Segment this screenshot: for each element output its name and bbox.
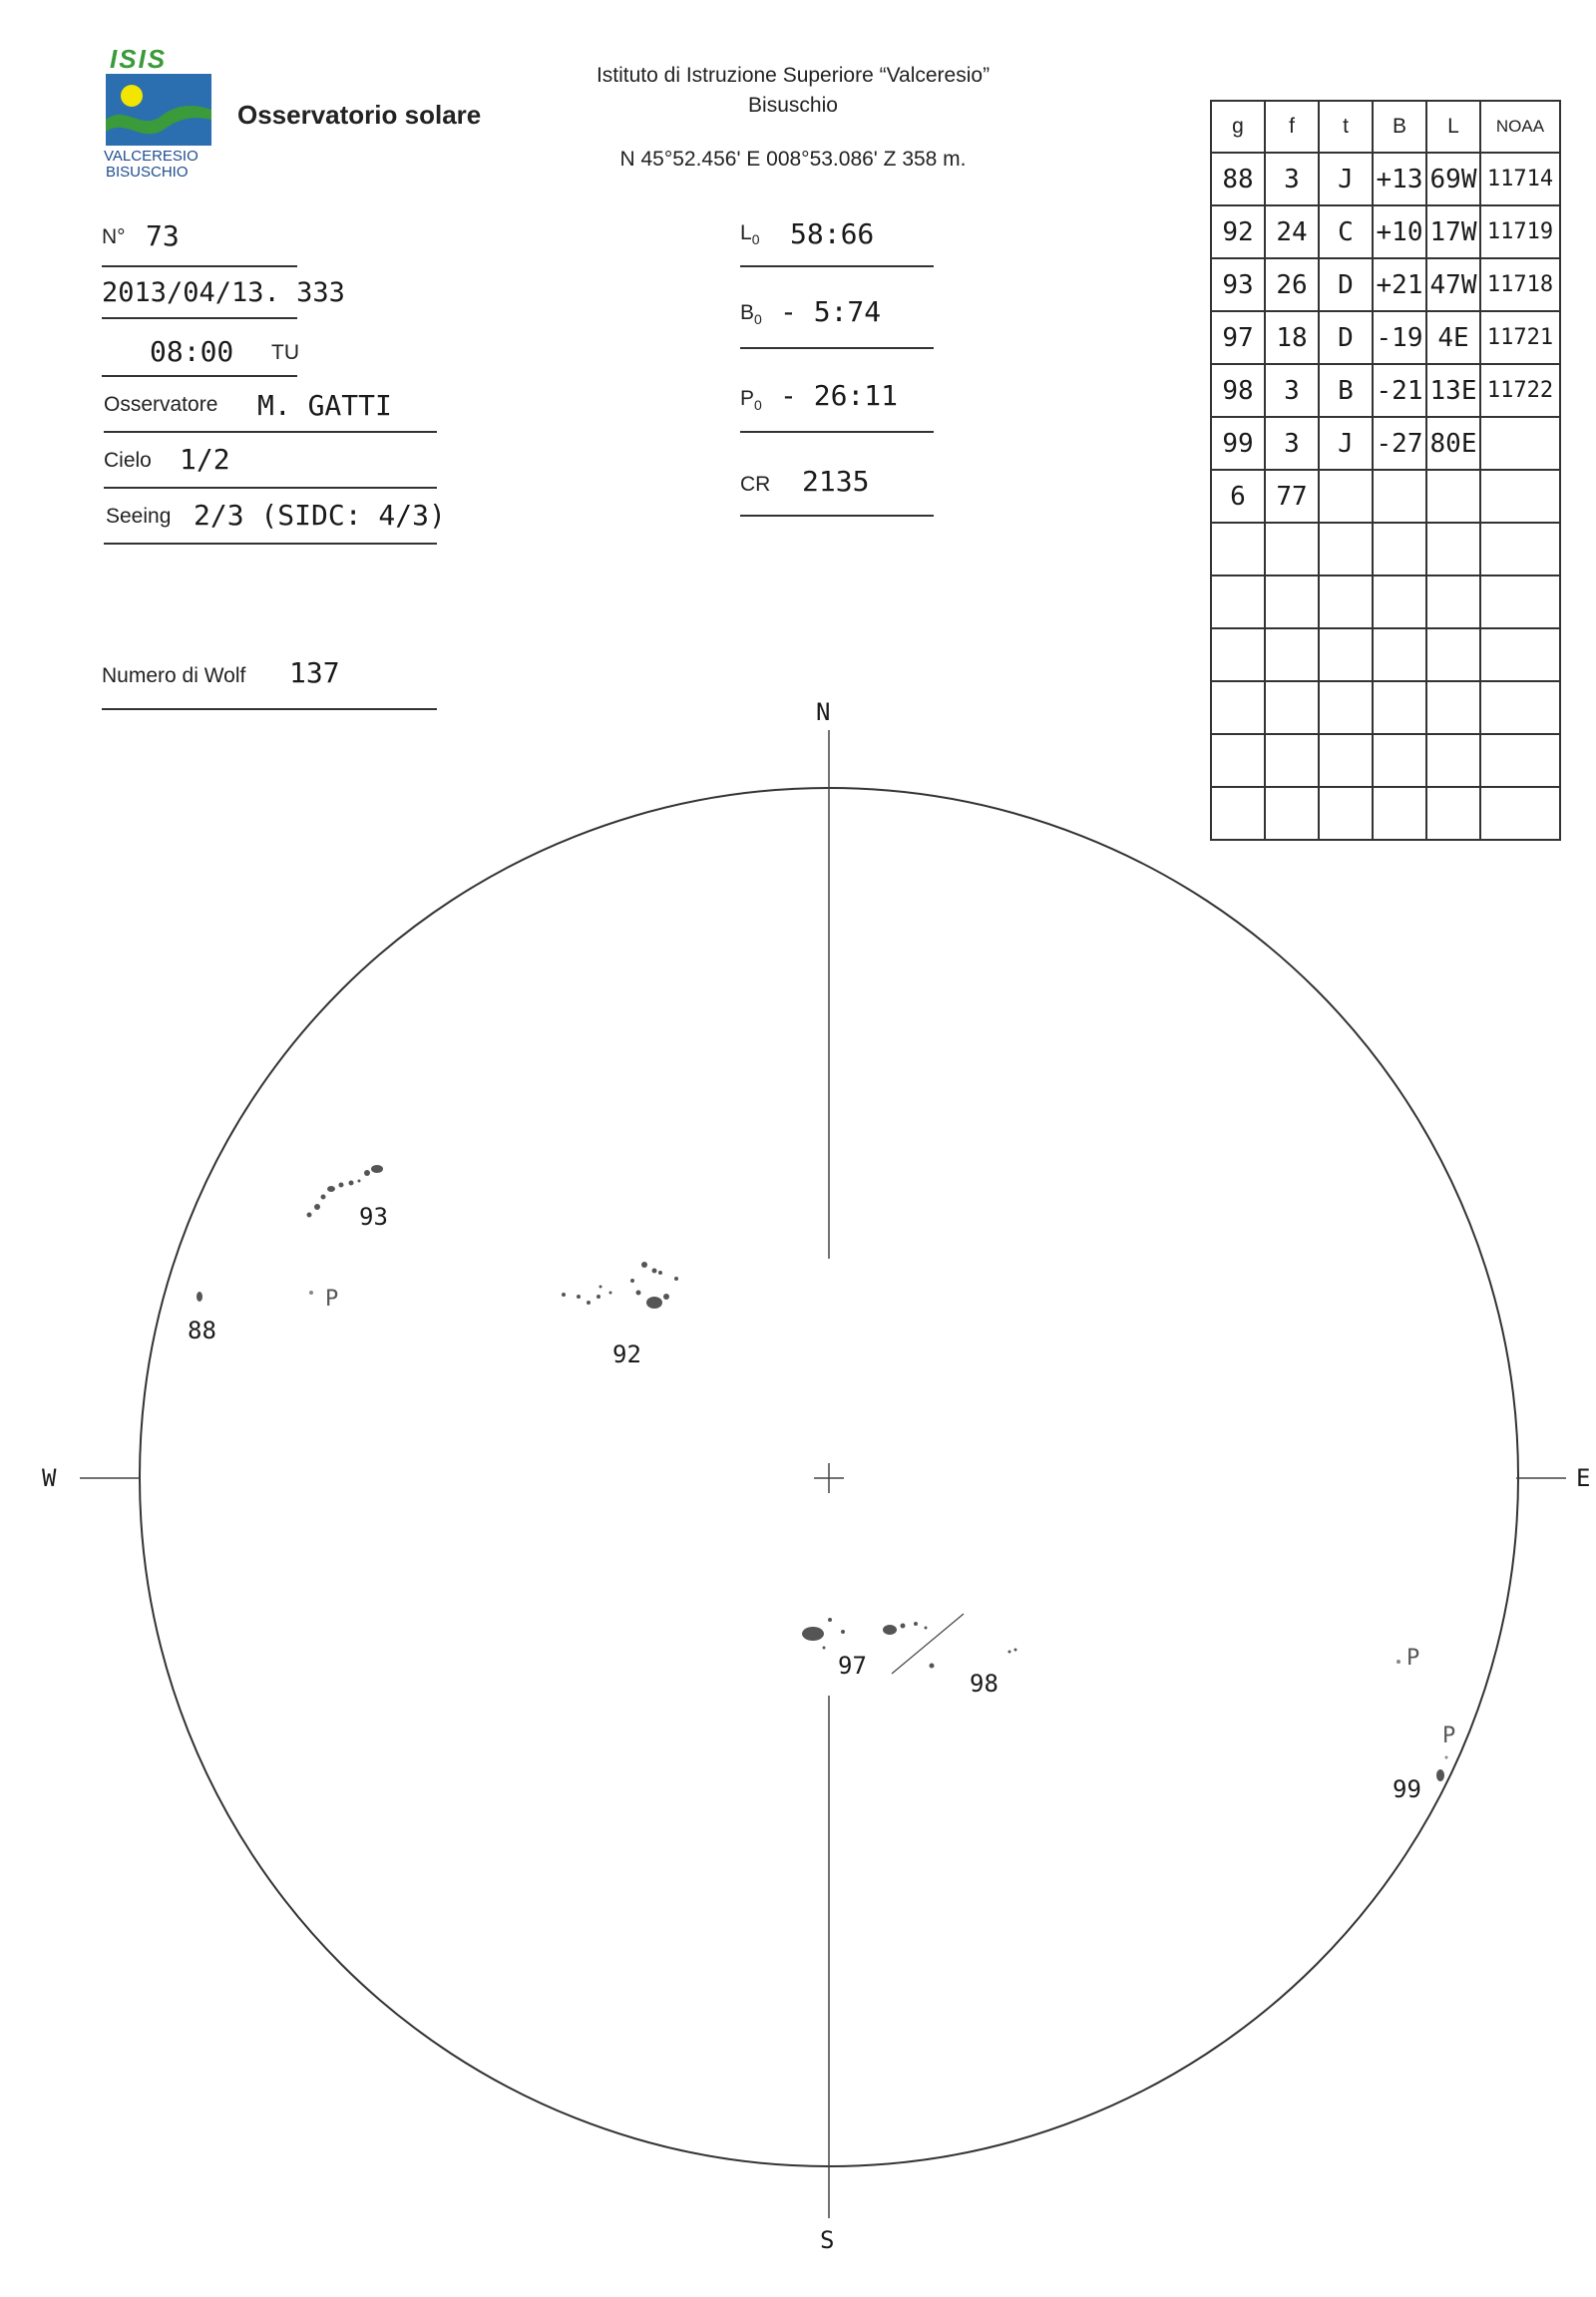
table-cell-noaa: 11714 — [1480, 153, 1560, 205]
faculae-dot — [1396, 1660, 1400, 1664]
column-header-g: g — [1211, 101, 1265, 153]
table-cell-g: 99 — [1211, 417, 1265, 470]
date-rule — [102, 317, 297, 319]
b0-rule — [740, 347, 934, 349]
table-cell-b — [1373, 575, 1426, 628]
table-cell-t — [1319, 681, 1373, 734]
seeing-label: Seeing — [106, 505, 172, 528]
group-label-88: 88 — [188, 1317, 216, 1344]
observer-value: M. GATTI — [257, 389, 392, 422]
table-cell-b: +10 — [1373, 205, 1426, 258]
table-cell-l: 80E — [1426, 417, 1480, 470]
date-value: 2013/04/13. 333 — [102, 277, 345, 308]
group-separator-line — [892, 1614, 964, 1674]
south-label: S — [820, 2226, 835, 2254]
table-cell-g — [1211, 681, 1265, 734]
table-cell-l — [1426, 734, 1480, 787]
b0-value: - 5:74 — [780, 295, 882, 328]
table-cell-f: 3 — [1265, 364, 1319, 417]
column-header-f: f — [1265, 101, 1319, 153]
table-cell-t — [1319, 628, 1373, 681]
cr-value: 2135 — [802, 465, 870, 498]
faculae-label: P — [1442, 1723, 1456, 1748]
table-cell-b — [1373, 681, 1426, 734]
table-row — [1211, 364, 1560, 417]
sunspot-group-99 — [1436, 1769, 1444, 1781]
time-unit: TU — [271, 341, 299, 364]
table-cell-f: 77 — [1265, 470, 1319, 523]
table-cell-noaa — [1480, 681, 1560, 734]
table-row — [1211, 258, 1560, 311]
table-cell-l: 13E — [1426, 364, 1480, 417]
sunspot-table — [1210, 100, 1561, 841]
table-cell-t — [1319, 734, 1373, 787]
faculae-dot — [309, 1291, 313, 1295]
wolf-value: 137 — [289, 656, 340, 689]
sky-value: 1/2 — [180, 443, 230, 476]
logo-icon — [106, 74, 211, 146]
seeing-rule — [104, 543, 437, 545]
group-label-93: 93 — [359, 1203, 388, 1231]
west-label: W — [42, 1464, 57, 1492]
wolf-label: Numero di Wolf — [102, 664, 246, 687]
table-cell-l: 47W — [1426, 258, 1480, 311]
table-cell-t — [1319, 470, 1373, 523]
sunspot-group-88 — [197, 1292, 202, 1302]
table-cell-g — [1211, 787, 1265, 840]
table-row — [1211, 417, 1560, 470]
east-label: E — [1576, 1464, 1591, 1492]
wolf-rule — [102, 708, 437, 710]
table-row — [1211, 734, 1560, 787]
group-label-97: 97 — [838, 1652, 867, 1680]
cr-rule — [740, 515, 934, 517]
table-cell-b — [1373, 628, 1426, 681]
table-cell-f — [1265, 523, 1319, 575]
table-cell-t: C — [1319, 205, 1373, 258]
sunspot-group-92 — [562, 1262, 678, 1309]
time-rule — [102, 375, 297, 377]
logo-caption: VALCERESIO — [104, 148, 199, 165]
table-row — [1211, 205, 1560, 258]
page-title: Osservatorio solare — [237, 100, 482, 130]
group-label-98: 98 — [970, 1670, 998, 1698]
l0-value: 58:66 — [790, 217, 875, 250]
table-cell-f — [1265, 575, 1319, 628]
table-cell-l — [1426, 575, 1480, 628]
table-cell-t: J — [1319, 417, 1373, 470]
table-cell-l — [1426, 523, 1480, 575]
table-cell-g — [1211, 628, 1265, 681]
table-cell-noaa: 11722 — [1480, 364, 1560, 417]
p0-rule — [740, 431, 934, 433]
table-cell-b: -19 — [1373, 311, 1426, 364]
group-label-99: 99 — [1393, 1775, 1421, 1803]
table-header-row — [1211, 101, 1560, 153]
table-cell-noaa: 11718 — [1480, 258, 1560, 311]
column-header-b: B — [1373, 101, 1426, 153]
table-cell-f: 26 — [1265, 258, 1319, 311]
table-row — [1211, 628, 1560, 681]
table-cell-noaa — [1480, 470, 1560, 523]
table-row — [1211, 153, 1560, 205]
table-cell-l: 4E — [1426, 311, 1480, 364]
seeing-value: 2/3 (SIDC: 4/3) — [194, 499, 446, 532]
table-cell-g — [1211, 575, 1265, 628]
column-header-t: t — [1319, 101, 1373, 153]
table-cell-f — [1265, 628, 1319, 681]
table-cell-t — [1319, 787, 1373, 840]
table-cell-f — [1265, 787, 1319, 840]
table-cell-g: 97 — [1211, 311, 1265, 364]
sunspot-group-97 — [802, 1618, 845, 1650]
table-cell-b: -21 — [1373, 364, 1426, 417]
sky-label: Cielo — [104, 449, 152, 472]
table-row — [1211, 575, 1560, 628]
table-cell-t: B — [1319, 364, 1373, 417]
table-cell-l — [1426, 681, 1480, 734]
table-row — [1211, 681, 1560, 734]
institute-name: Istituto di Istruzione Superiore “Valceresio” — [596, 64, 991, 87]
table-cell-f: 3 — [1265, 417, 1319, 470]
cr-label: CR — [740, 473, 771, 496]
observer-label: Osservatore — [104, 393, 218, 416]
table-cell-noaa: 11721 — [1480, 311, 1560, 364]
faculae-label: P — [325, 1287, 339, 1312]
table-cell-g: 92 — [1211, 205, 1265, 258]
table-cell-g: 98 — [1211, 364, 1265, 417]
table-cell-t — [1319, 523, 1373, 575]
table-cell-l — [1426, 470, 1480, 523]
table-cell-noaa — [1480, 734, 1560, 787]
table-cell-l: 69W — [1426, 153, 1480, 205]
table-cell-b: +21 — [1373, 258, 1426, 311]
time-value: 08:00 — [150, 335, 234, 368]
number-rule — [102, 265, 297, 267]
table-cell-noaa — [1480, 628, 1560, 681]
table-cell-f: 18 — [1265, 311, 1319, 364]
table-cell-l — [1426, 628, 1480, 681]
table-cell-t: J — [1319, 153, 1373, 205]
column-header-l: L — [1426, 101, 1480, 153]
table-cell-t: D — [1319, 258, 1373, 311]
north-label: N — [816, 698, 831, 726]
logo-caption: BISUSCHIO — [106, 164, 189, 181]
table-cell-g: 88 — [1211, 153, 1265, 205]
table-cell-b — [1373, 787, 1426, 840]
table-cell-l — [1426, 787, 1480, 840]
sky-rule — [104, 487, 437, 489]
table-cell-f: 3 — [1265, 153, 1319, 205]
b0-label: $B_0$ — [740, 301, 762, 328]
observer-rule — [104, 431, 437, 433]
table-cell-noaa — [1480, 523, 1560, 575]
table-cell-g: 93 — [1211, 258, 1265, 311]
table-row — [1211, 787, 1560, 840]
group-label-92: 92 — [612, 1340, 641, 1368]
table-cell-b — [1373, 470, 1426, 523]
logo-text: ISIS — [110, 44, 168, 74]
table-cell-g: 6 — [1211, 470, 1265, 523]
number-value: 73 — [146, 219, 180, 252]
sunspot-group-98 — [883, 1622, 1017, 1669]
l0-rule — [740, 265, 934, 267]
table-cell-f: 24 — [1265, 205, 1319, 258]
table-cell-b — [1373, 523, 1426, 575]
table-cell-t: D — [1319, 311, 1373, 364]
solar-disk-outline — [140, 788, 1518, 2166]
table-cell-l: 17W — [1426, 205, 1480, 258]
table-cell-b: -27 — [1373, 417, 1426, 470]
faculae-label: P — [1406, 1646, 1420, 1671]
number-label: N° — [102, 225, 126, 248]
faculae-dot — [1445, 1756, 1448, 1759]
table-cell-f — [1265, 681, 1319, 734]
table-cell-noaa — [1480, 787, 1560, 840]
table-cell-g — [1211, 734, 1265, 787]
l0-label: $L_0$ — [740, 221, 760, 248]
table-cell-t — [1319, 575, 1373, 628]
table-cell-g — [1211, 523, 1265, 575]
table-row — [1211, 470, 1560, 523]
p0-label: $P_0$ — [740, 387, 762, 414]
institute-town: Bisuschio — [748, 94, 838, 117]
table-cell-f — [1265, 734, 1319, 787]
table-cell-noaa: 11719 — [1480, 205, 1560, 258]
table-cell-b: +13 — [1373, 153, 1426, 205]
observatory-coordinates: N 45°52.456' E 008°53.086' Z 358 m. — [619, 148, 967, 171]
table-row — [1211, 311, 1560, 364]
table-cell-b — [1373, 734, 1426, 787]
p0-value: - 26:11 — [780, 379, 899, 412]
table-cell-noaa — [1480, 575, 1560, 628]
table-row — [1211, 523, 1560, 575]
table-cell-noaa — [1480, 417, 1560, 470]
column-header-noaa: NOAA — [1480, 101, 1560, 153]
